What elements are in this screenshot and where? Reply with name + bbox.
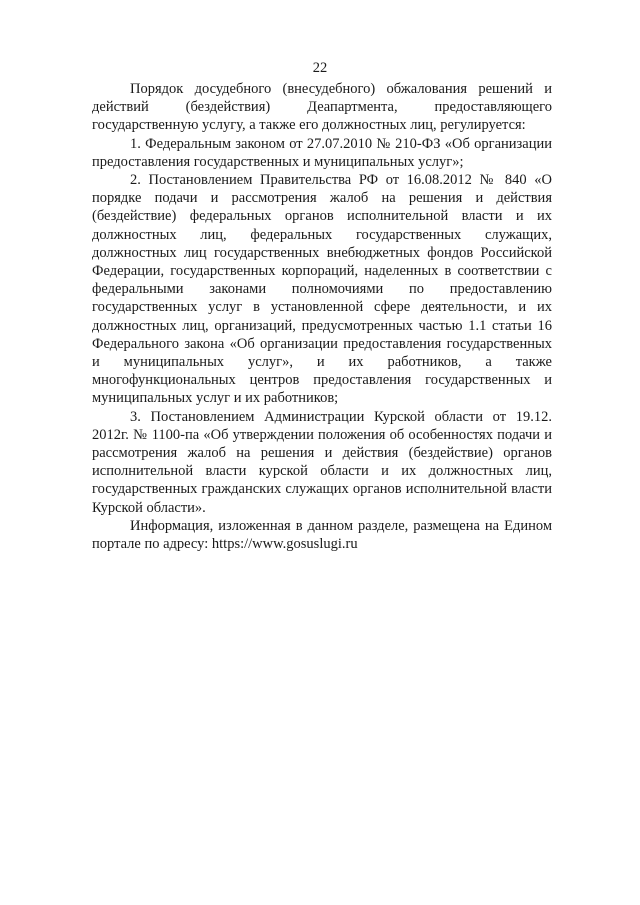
paragraph-item-1: 1. Федеральным законом от 27.07.2010 № 210-ФЗ «Об организации предоставления государственных и муниципальных услуг»;	[92, 135, 552, 170]
paragraph-item-3: 3. Постановлением Администрации Курской области от 19.12. 2012г. № 1100-па «Об утверждении положения об особенностях подачи и рассмотрения жалоб на решения и действия (бездействие) органов исполнительной власти курской области и их должностных лиц, государственных гражданских служащих органов исполнительной власти Курской области».	[92, 408, 552, 516]
paragraph-intro: Порядок досудебного (внесудебного) обжалования решений и действий (бездействия) Деапартмента, предоставляющего государственную услугу, а также его должностных лиц, регулируется:	[92, 81, 552, 134]
paragraph-item-2: 2. Постановлением Правительства РФ от 16.08.2012 № 840 «О порядке подачи и рассмотрения жалоб на решения и действия (бездействие) федеральных органов исполнительной власти и их должностных лиц, федеральных государственных служащих, должностных лиц государственных внебюджетных фондов Российской Федерации, государственных корпораций, наделенных в соответствии с федеральными законами полномочиями по предоставлению государственных услуг в установленной сфере деятельности, и их должностных лиц, организаций, предусмотренных частью 1.1 статьи 16 Федерального закона «Об организации предоставления государственных и муниципальных услуг», и их работников, а также многофункциональных центров предоставления государственных и муниципальных услуг и их работников;	[92, 172, 552, 407]
document-body	[92, 80, 552, 553]
page-number: 22	[312, 60, 328, 76]
paragraph-info: Информация, изложенная в данном разделе, размещена на Едином портале по адресу: https://www.gosuslugi.ru	[92, 517, 552, 553]
